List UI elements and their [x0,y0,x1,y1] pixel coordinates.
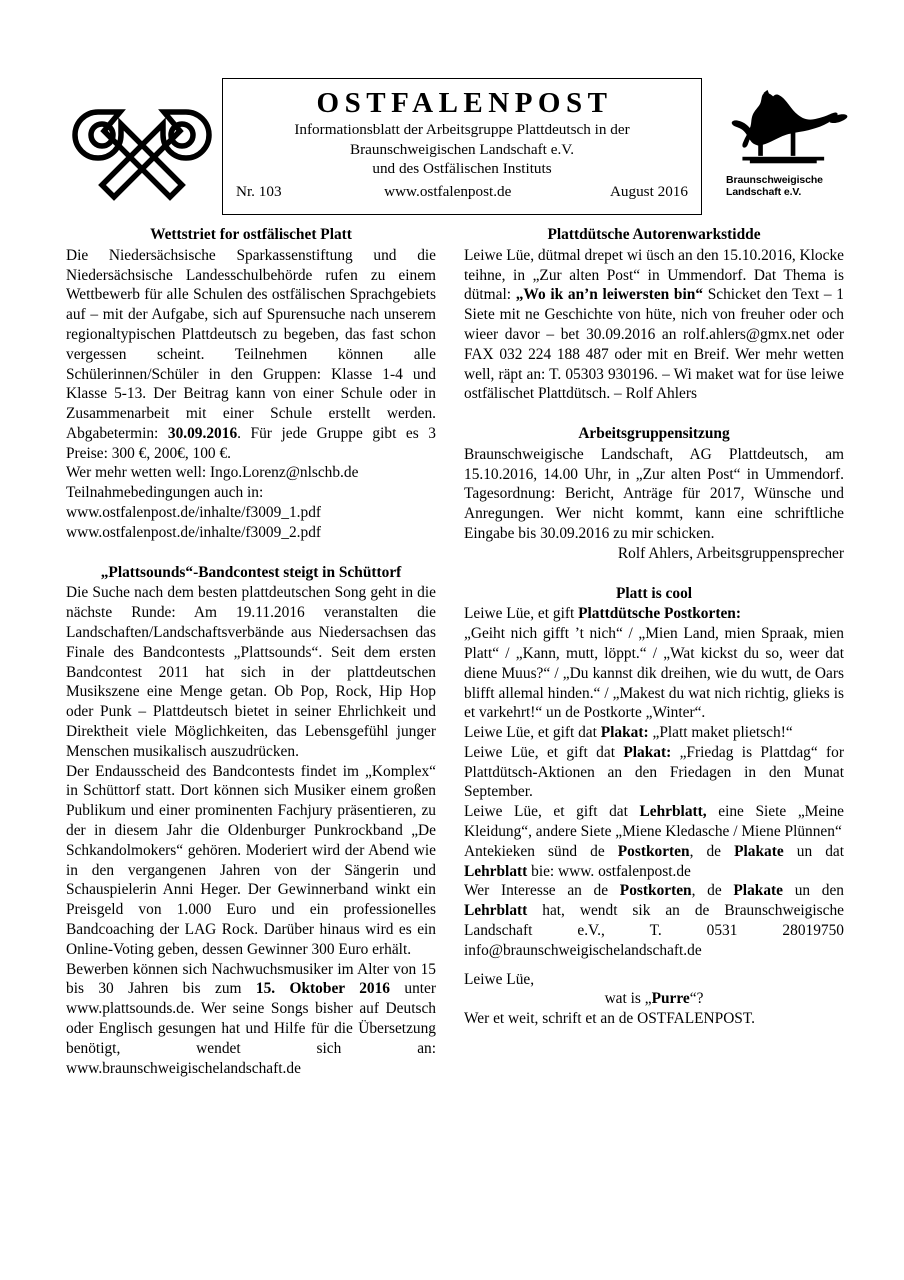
platt-postkorten-intro [464,604,844,624]
issue-date: August 2016 [609,182,688,200]
article-columns [0,225,904,1078]
interesse-d[interactable]: hat, wendt sik an de Braunschweigische Landschaft e.V., T. 0531 28019750 info@braunschweigischelandschaft.de [464,902,844,959]
closing-greeting: Leiwe Lüe, [464,970,535,988]
masthead-subtitle-line-2: Braunschweigischen Landschaft e.V. [349,140,575,158]
platt-postkorten-quotes: „Geiht nich gifft ’t nich“ / „Mien Land, mien Spraak, mien Platt“ / „Kann, mutt, löppt.“ / „Wat kickst du so, weer dat diene Muus?“ / „Du kannst dik dreihen, wie du wutt, de Oars blifft allemal hinden.“ / „Makest du wat nich richtig, glieks is et varkehrt!“ un de Postkorte „Winter“. [464,625,844,722]
platt-interesse [464,881,844,960]
antekieken-d[interactable]: bie: www. ostfalenpost.de [527,862,691,880]
interesse-b: , de [691,882,734,900]
postkorten-label: Plattdütsche Postkorten: [578,605,741,623]
autoren-text-a: Leiwe Lüe, dütmal drepet wi üsch an den 15.10.2016, Klocke teihne, in „Zur alten Post“ in Ummendorf. Dat Thema is dütmal: [464,246,844,304]
logo-caption-line-1: Braunschweigische [726,174,823,186]
article-plattsounds [66,563,436,1079]
article-title-plattsounds: „Plattsounds“-Bandcontest steigt in Schüttorf [100,563,402,581]
lehrblatt-text-b: eine Siete „Meine Kleidung“, andere Siete „Miene Kledasche / Miene Plünnen“ [464,803,844,841]
rearing-horse-icon [722,88,852,168]
article-title-arbeitsgruppensitzung: Arbeitsgruppensitzung [578,425,730,443]
closing-call-to-action: Wer et weit, schrift et an de OSTFALENPOST. [464,1010,755,1028]
interesse-a: Wer Interesse an de [464,882,620,900]
wettstriet-terms-label: Teilnahmebedingungen auch in: [66,484,264,502]
article-wettstriet-paragraph-1 [66,246,436,464]
plattsounds-paragraph-1: Die Suche nach dem besten plattdeutschen Song geht in die nächste Runde: Am 19.11.2016 veranstalten die Landschaften/Landschaftsverbände aus Niedersachsen das Finale des Bandcontests „Plattsounds“. Seit dem ersten Bandcontest 2011 hat sich in der plattdeutschen Musikszene eine Menge getan. Ob Pop, Rock, Hip Hop oder Punk – Plattdeutsch bietet in seiner Ehrlichkeit und Direktheit viele Möglichkeiten, das Lebensgefühl junger Menschen musikalisch auszudrücken. [66,584,436,760]
plakat1-text-a: Leiwe Lüe, et gift dat [464,724,601,742]
ostfalen-crossed-croziers-logo [62,90,222,202]
platt-plakat-1 [464,723,844,743]
logo-caption-line-2: Landschaft e.V. [726,186,802,199]
wettstriet-deadline: 30.09.2016 [167,424,238,442]
article-arbeitsgruppensitzung [464,424,844,564]
plakat1-label: Plakat: [600,724,649,742]
wettstriet-pdf-link-2[interactable]: www.ostfalenpost.de/inhalte/f3009_2.pdf [66,523,322,541]
autoren-text-b: Schicket den Text – 1 Siete mit ne Geschichte von hüte, nich von freuher oder och wieer davor – bet 30.09.2016 an rolf.ahlers@gmx.net oder FAX 032 224 188 487 oder mit en Breif. Wer mehr wetten well, räpt an: T. 05303 930196. – Wi maket wat for üse leiwe ostfälischet Plattdütsch. – Rolf Ahlers [464,286,844,403]
masthead-issue-row [223,179,701,201]
riddle-word: Purre [651,990,690,1008]
arbeitsgruppensitzung-paragraph: Braunschweigische Landschaft, AG Plattdeutsch, am 15.10.2016, 14.00 Uhr, in „Zur alten Post“ in Ummendorf. Tagesordnung: Bericht, Anträge für 2017, Wünsche und Anregungen. Wer nicht kommt, kann eine schriftliche Eingabe bis 30.09.2016 zu mir schicken. [464,445,844,542]
antekieken-lehrblatt: Lehrblatt [464,862,528,880]
wettstriet-contact-email-line[interactable]: Wer mehr wetten well: Ingo.Lorenz@nlschb.de [66,464,359,482]
plakat1-text-b: „Platt maket plietsch!“ [648,724,793,742]
plattsounds-text-a: Bewerben können sich Nachwuchsmusiker im Alter von 15 bis 30 Jahren bis zum [66,960,436,998]
logo-caption [726,174,862,199]
wettstriet-text-b: . Für jede Gruppe gibt es 3 Preise: 300 €, 200€, 100 €. [66,424,436,462]
plakat2-label: Plakat: [623,743,672,761]
antekieken-b: , de [689,842,735,860]
plattsounds-paragraph-2: Der Endausscheid des Bandcontests findet im „Komplex“ in Schüttorf statt. Dort können sich Musiker einem großen Publikum und einer prominenten Fachjury präsentieren, zu der in diesem Jahr die Oldenburger Punkrockband „De Schkandolmokers“ gehören. Moderiert wird der Abend wie in den vergangenen Jahren von der Sängerin und Schauspielerin Anni Heger. Der Gewinnerband winkt ein Preisgeld von 1.000 Euro und ein professionelles Bandcoaching der LAG Rock. Darüber hinaus wird es ein Online-Voting geben, dessen Gewinner 300 Euro erhält. [66,762,436,958]
plattsounds-deadline: 15. Oktober 2016 [255,980,390,998]
antekieken-c: un dat [783,842,845,860]
antekieken-postkorten: Postkorten [617,842,690,860]
right-column [464,225,844,1078]
arbeitsgruppensitzung-signature: Rolf Ahlers, Arbeitsgruppensprecher [617,544,844,562]
autoren-theme: „Wo ik an’n leiwersten bin“ [515,286,704,304]
interesse-plakate: Plakate [733,882,783,900]
masthead-website-link[interactable]: www.ostfalenpost.de [384,182,512,200]
lehrblatt-label: Lehrblatt, [639,803,707,821]
article-title-wettstriet: Wettstriet for ostfälischet Platt [150,226,352,243]
plakat2-text-b: „Friedag is Plattdag“ for Plattdütsch-Aktionen an den Friedagen in den Munat September. [464,743,844,801]
masthead [0,0,904,222]
interesse-c: un den [783,882,845,900]
article-platt-is-cool [464,584,844,1029]
autorenwarkstidde-paragraph [464,246,844,404]
wettstriet-pdf-link-1[interactable]: www.ostfalenpost.de/inhalte/f3009_1.pdf [66,504,322,522]
page-title: OSTFALENPOST [316,87,613,119]
masthead-title-box [222,78,702,215]
masthead-subtitle-line-1: Informationsblatt der Arbeitsgruppe Plattdeutsch in der [294,121,630,139]
interesse-postkorten: Postkorten [619,882,692,900]
article-wettstriet [66,225,436,543]
braunschweigische-landschaft-logo [712,88,862,208]
riddle-line [464,989,844,1009]
plattsounds-paragraph-3 [66,960,436,1079]
antekieken-plakate: Plakate [734,842,784,860]
antekieken-a: Antekieken sünd de [464,842,618,860]
left-column [66,225,436,1078]
article-title-platt-is-cool: Platt is cool [615,584,693,602]
wettstriet-text-a: Die Niedersächsische Sparkassenstiftung und die Niedersächsische Landesschulbehörde rufen zu einem Wettbewerb für alle Schulen des ostfälischen Sprachgebiets auf – mit der Aufgabe, sich auf Spurensuche nach unserem regionaltypischen Plattdeutsch zu begeben, das fast schon vergessen scheint. Teilnehmen können alle Schülerinnen/Schüler in den Gruppen: Klasse 1-4 und Klasse 5-13. Der Beitrag kann von einer Schule oder in Zusammenarbeit mit einer Schule erstellt werden. Abgabetermin: [66,246,436,442]
riddle-text-b: “? [689,990,704,1008]
platt-plakat-2 [464,743,844,802]
platt-lehrblatt [464,802,844,842]
riddle-text-a: wat is „ [604,990,652,1008]
plakat2-text-a: Leiwe Lüe, et gift dat [464,743,624,761]
article-autorenwarkstidde [464,225,844,404]
postkorten-intro-text: Leiwe Lüe, et gift [464,605,579,623]
issue-number: Nr. 103 [236,182,282,200]
platt-antekieken [464,842,844,882]
masthead-subtitle-line-3: und des Ostfälischen Instituts [372,160,552,178]
article-title-autorenwarkstidde: Plattdütsche Autorenwarkstidde [547,226,761,243]
plattsounds-text-b: unter www.plattsounds.de. Wer seine Songs bisher auf Deutsch oder Englisch gesungen hat und Hilfe für die Übersetzung benötigt, wendet sich an: www.braunschweigischelandschaft.de [66,980,437,1077]
lehrblatt-text-a: Leiwe Lüe, et gift dat [464,803,640,821]
interesse-lehrblatt: Lehrblatt [464,902,528,920]
